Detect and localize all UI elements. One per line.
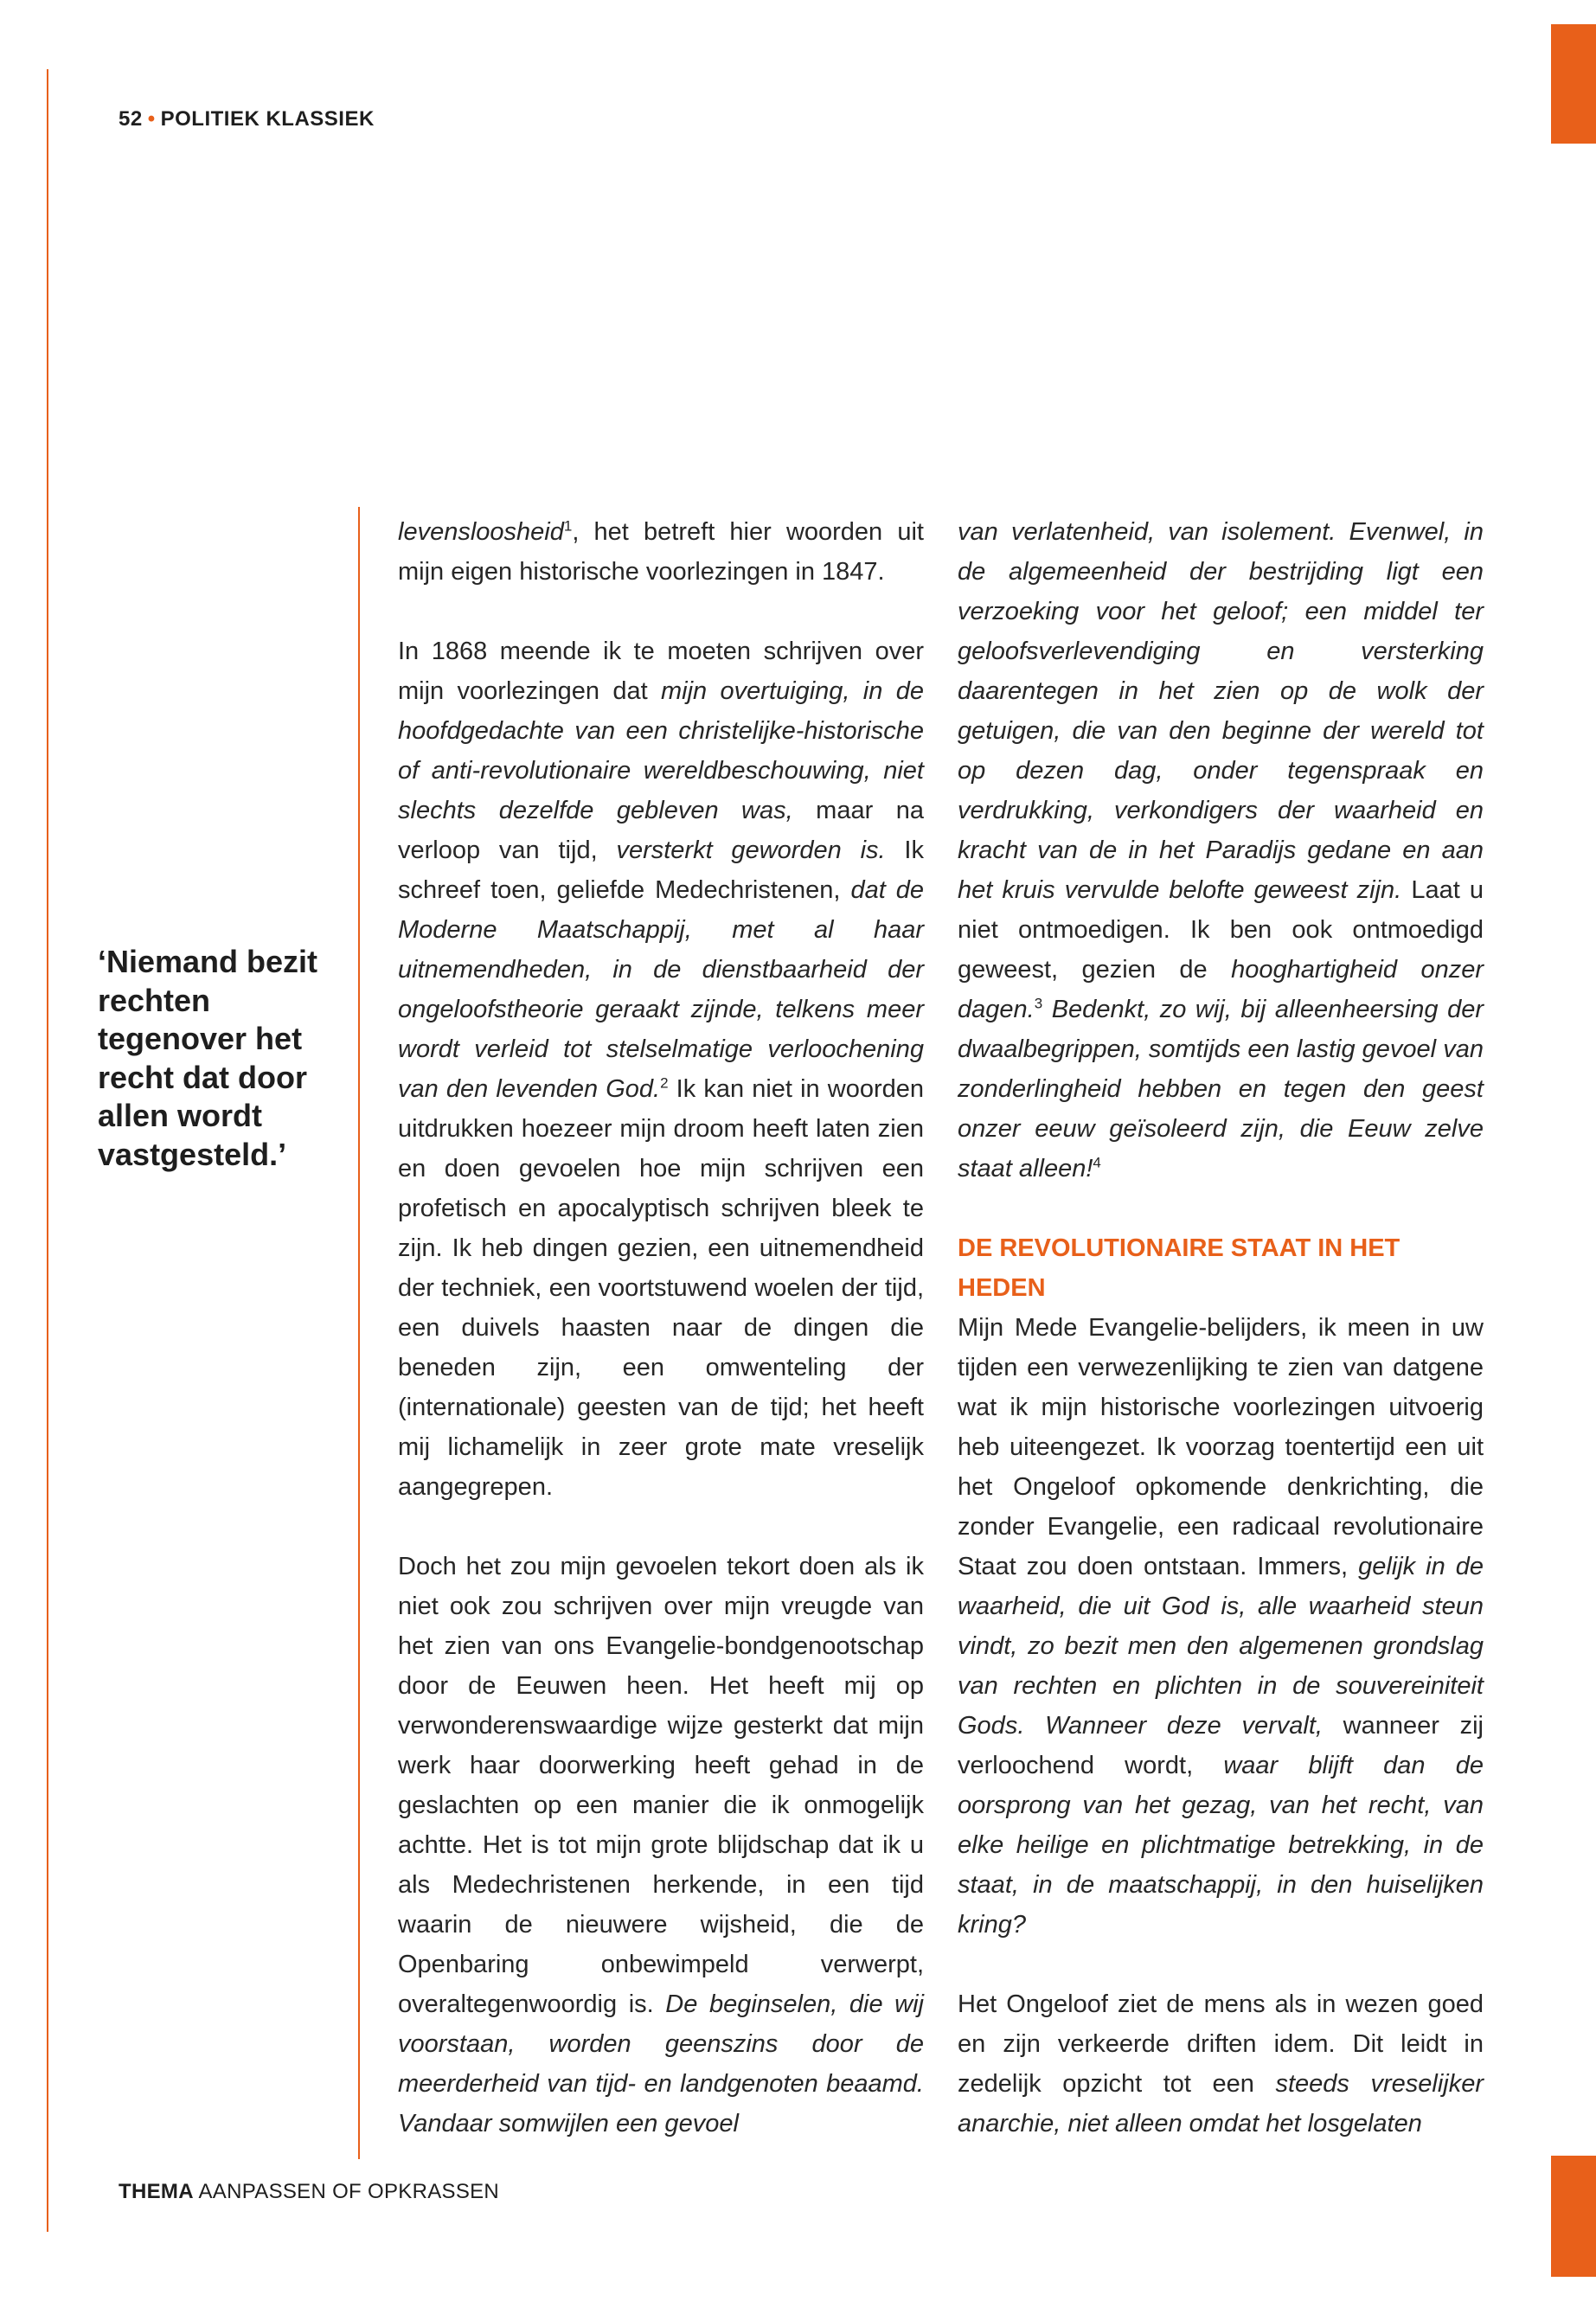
header-separator: • [147, 107, 156, 131]
paragraph: Het Ongeloof ziet de mens als in wezen goed en zijn verkeerde driften idem. Dit leidt in zedelijk opzicht tot een steeds vreselijker anarchie, niet alleen omdat het losgelaten [958, 1990, 1484, 2138]
running-footer [119, 2180, 499, 2204]
paragraph: In 1868 meende ik te moeten schrijven over mijn voorlezingen dat mijn overtuiging, in de hoofdgedachte van een christelijke-historische of anti-revolutionaire wereldbeschouwing, niet slechts dezelfde gebleven was, maar na verloop van tijd, versterkt geworden is. Ik schreef toen, geliefde Medechristenen, dat de Moderne Maatschappij, met al haar uitnemendheden, in de dienstbaarheid der ongeloofstheorie geraakt zijnde, telkens meer wordt verleid tot stelselmatige verloochening van den levenden God.$^2$ Ik kan niet in woorden uitdrukken hoezeer mijn droom heeft laten zien en doen gevoelen hoe mijn schrijven een profetisch en apocalyptisch schrijven bleek te zijn. Ik heb dingen gezien, een uitnemendheid der techniek, een voortstuwend woelen der tijd, een duivels haasten naar de dingen die beneden zijn, een omwenteling der (internationale) geesten van de tijd; het heeft mij lichamelijk in zeer grote mate vreselijk aangegrepen. [398, 638, 924, 1501]
pull-quote-divider [358, 507, 360, 2159]
footer-theme-title: AANPASSEN OF OPKRASSEN [198, 2180, 500, 2203]
left-margin-rule [47, 69, 48, 2232]
footnote-marker: 3 [1034, 995, 1043, 1012]
footer-theme-label: THEMA [119, 2180, 194, 2203]
paragraph: Mijn Mede Evangelie-belijders, ik meen in uw tijden een verwezenlijking te zien van datgene wat ik mijn historische voorlezingen uitvoerig heb uiteengezet. Ik voorzag toentertijd een uit het Ongeloof opkomende denkrichting, die zonder Evangelie, een radicaal revolutionaire Staat zou doen ontstaan. Immers, gelijk in de waarheid, die uit God is, alle waarheid steun vindt, zo bezit men den algemenen grondslag van rechten en plichten in de souvereiniteit Gods. Wanneer deze vervalt, wanneer zij verloochend wordt, waar blijft dan de oorsprong van het gezag, van het recht, van elke heilige en plichtmatige betrekking, in de staat, in de maatschappij, in den huiselijken kring? [958, 1314, 1484, 1939]
pull-quote: ‘Niemand bezit rechten tegenover het recht dat door allen wordt vastgesteld.’ [98, 944, 318, 1172]
text-column-right [958, 512, 1484, 2144]
footnote-marker: 2 [660, 1074, 669, 1092]
footnote-marker: 4 [1093, 1154, 1101, 1171]
section-title: POLITIEK KLASSIEK [160, 107, 375, 131]
footnote-marker: 1 [563, 517, 573, 535]
paragraph: van verlatenheid, van isolement. Evenwel, in de algemeenheid der bestrijding ligt een verzoeking voor het geloof; een middel ter geloofsverlevendiging en versterking daarentegen in het zien op de wolk der getuigen, die van den beginne der wereld tot op dezen dag, onder tegenspraak en verdrukking, verkondigers der waarheid en kracht van de in het Paradijs gedane en aan het kruis vervulde belofte geweest zijn. Laat u niet ontmoedigen. Ik ben ook ontmoedigd geweest, gezien de hooghartigheid onzer dagen.$^3$ Bedenkt, zo wij, bij alleenheersing der dwaalbegrippen, somtijds een lastig gevoel van zonderlingheid hebben en tegen den geest onzer eeuw geïsoleerd zijn, die Eeuw zelve staat alleen!$^4$ [958, 518, 1484, 1183]
orange-edge-tab-top [1551, 24, 1596, 144]
running-header [119, 107, 375, 131]
paragraph: Doch het zou mijn gevoelen tekort doen als ik niet ook zou schrijven over mijn vreugde van het zien van ons Evangelie-bondgenootschap door de Eeuwen heen. Het heeft mij op verwonderenswaardige wijze gesterkt dat mijn werk haar doorwerking heeft gehad in de geslachten op een manier die ik onmogelijk achtte. Het is tot mijn grote blijdschap dat ik u als Medechristenen herkende, in een tijd waarin de nieuwere wijsheid, die de Openbaring onbewimpeld verwerpt, overaltegenwoordig is. De beginselen, die wij voorstaan, worden geenszins door de meerderheid van tijd- en landgenoten beaamd. Vandaar somwijlen een gevoel [398, 1553, 924, 2138]
orange-edge-tab-bottom [1551, 2156, 1596, 2277]
page-number: 52 [119, 107, 143, 131]
text-column-left [398, 512, 924, 2144]
paragraph: levensloosheid$^1$, het betreft hier woorden uit mijn eigen historische voorlezingen in 1847. [398, 517, 924, 586]
section-heading: DE REVOLUTIONAIRE STAAT IN HET HEDEN [958, 1234, 1401, 1302]
